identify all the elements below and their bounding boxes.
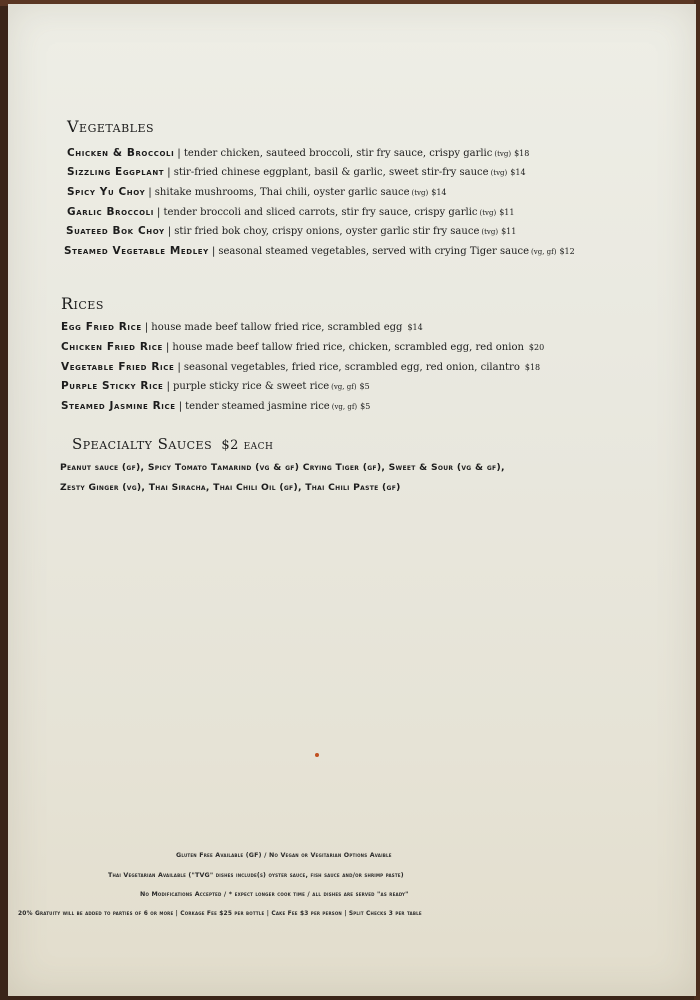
sauces-title: Speacialty Sauces bbox=[72, 435, 213, 453]
item-name: Chicken & Broccoli bbox=[67, 147, 175, 159]
item-description: purple sticky rice & sweet rice bbox=[172, 381, 330, 392]
footer-note-gluten: Gluten Free Available (GF) / No Vegan or Vegitarian Options Avaible bbox=[176, 852, 392, 859]
stain-dot bbox=[315, 753, 319, 757]
item-name: Vegetable Fried Rice bbox=[61, 361, 175, 373]
item-tag: (tvg) bbox=[494, 150, 512, 158]
item-tag: (tvg) bbox=[481, 228, 499, 236]
item-description: stir-fried chinese eggplant, basil & garlic, sweet stir-fry sauce bbox=[173, 167, 489, 178]
item-price: $11 bbox=[501, 227, 517, 236]
item-price: $14 bbox=[510, 168, 526, 177]
item-price: $11 bbox=[499, 208, 515, 217]
sauces-price: $2 each bbox=[221, 438, 274, 453]
section-title-sauces bbox=[72, 435, 273, 453]
item-description: stir fried bok choy, crispy onions, oyster garlic stir fry sauce bbox=[174, 226, 480, 237]
menu-item: Vegetable Fried Rice | seasonal vegetables, fried rice, scrambled egg, red onion, cilantro $18 bbox=[61, 361, 541, 373]
item-name: Purple Sticky Rice bbox=[61, 380, 164, 392]
item-name: Sizzling Eggplant bbox=[67, 166, 165, 178]
item-tag: (tvg) bbox=[479, 209, 497, 217]
item-tag: (vg, gf) bbox=[331, 383, 357, 391]
item-name: Steamed Jasmine Rice bbox=[61, 400, 176, 412]
menu-item: Egg Fried Rice | house made beef tallow fried rice, scrambled egg $14 bbox=[61, 321, 423, 333]
footer-note-fees: 20% Gratuity will be added to parties of 6 or more | Corkage Fee $25 per bottle | Cake Fee $3 per person | Split Checks 3 per table bbox=[18, 911, 422, 917]
item-tag: (vg, gf) bbox=[331, 403, 358, 411]
item-description: house made beef tallow fried rice, scrambled egg bbox=[151, 322, 403, 333]
item-description: seasonal steamed vegetables, served with crying Tiger sauce bbox=[218, 246, 530, 257]
item-tag: (tvg) bbox=[411, 189, 429, 197]
item-description: tender broccoli and sliced carrots, stir fry sauce, crispy garlic bbox=[163, 207, 478, 218]
footer-note-modifications: No Modifications Accepted / * expect longer cook time / all dishes are served "as ready" bbox=[140, 891, 409, 898]
item-price: $14 bbox=[431, 188, 447, 197]
item-description: tender chicken, sauteed broccoli, stir fry sauce, crispy garlic bbox=[183, 148, 493, 159]
item-name: Spicy Yu Choy bbox=[67, 186, 146, 198]
item-description: shitake mushrooms, Thai chili, oyster garlic sauce bbox=[154, 187, 410, 198]
item-price: $20 bbox=[528, 343, 545, 352]
menu-item: Sizzling Eggplant | stir-fried chinese eggplant, basil & garlic, sweet stir-fry sauce (tvg) $14 bbox=[67, 166, 526, 178]
item-tag: (vg, gf) bbox=[531, 248, 557, 256]
item-name: Suateed Bok Choy bbox=[66, 225, 165, 237]
section-title-rices: Rices bbox=[61, 294, 104, 313]
menu-item: Chicken Fried Rice | house made beef tallow fried rice, chicken, scrambled egg, red onion $20 bbox=[61, 341, 545, 353]
item-name: Garlic Broccoli bbox=[67, 206, 154, 218]
item-price: $5 bbox=[359, 382, 370, 391]
section-title-vegetables: Vegetables bbox=[67, 117, 155, 136]
item-description: seasonal vegetables, fried rice, scrambled egg, red onion, cilantro bbox=[183, 362, 520, 373]
menu-item: Steamed Jasmine Rice | tender steamed jasmine rice (vg, gf) $5 bbox=[61, 400, 371, 412]
sauces-list-line-1: Peanut sauce (gf), Spicy Tomato Tamarind (vg & gf) Crying Tiger (gf), Sweet & Sour (vg & gf), bbox=[60, 462, 505, 473]
menu-item: Spicy Yu Choy | shitake mushrooms, Thai chili, oyster garlic sauce (tvg) $14 bbox=[67, 186, 447, 198]
menu-item: Garlic Broccoli | tender broccoli and sliced carrots, stir fry sauce, crispy garlic (tvg) $11 bbox=[67, 206, 515, 218]
menu-item: Suateed Bok Choy | stir fried bok choy, crispy onions, oyster garlic stir fry sauce (tvg) $11 bbox=[66, 225, 517, 237]
item-price: $14 bbox=[407, 323, 423, 332]
menu-item: Chicken & Broccoli | tender chicken, sauteed broccoli, stir fry sauce, crispy garlic (tvg) $18 bbox=[67, 147, 530, 159]
item-name: Steamed Vegetable Medley bbox=[64, 245, 209, 257]
item-price: $5 bbox=[360, 402, 371, 411]
footer-note-tvg: Thai Vegetarian Available ("TVG" dishes include(s) oyster sauce, fish sauce and/or shrimp paste) bbox=[108, 872, 404, 879]
item-name: Chicken Fried Rice bbox=[61, 341, 163, 353]
menu-item: Purple Sticky Rice | purple sticky rice & sweet rice (vg, gf) $5 bbox=[61, 380, 370, 392]
sauces-list-line-2: Zesty Ginger (vg), Thai Siracha, Thai Chili Oil (gf), Thai Chili Paste (gf) bbox=[60, 482, 401, 493]
item-tag: (tvg) bbox=[490, 169, 508, 177]
item-price: $18 bbox=[524, 363, 541, 372]
item-price: $18 bbox=[514, 149, 530, 158]
item-price: $12 bbox=[559, 247, 575, 256]
item-description: tender steamed jasmine rice bbox=[185, 401, 330, 412]
menu-item: Steamed Vegetable Medley | seasonal steamed vegetables, served with crying Tiger sauce (vg, gf) $12 bbox=[64, 245, 575, 257]
item-name: Egg Fried Rice bbox=[61, 321, 142, 333]
item-description: house made beef tallow fried rice, chicken, scrambled egg, red onion bbox=[172, 342, 524, 353]
